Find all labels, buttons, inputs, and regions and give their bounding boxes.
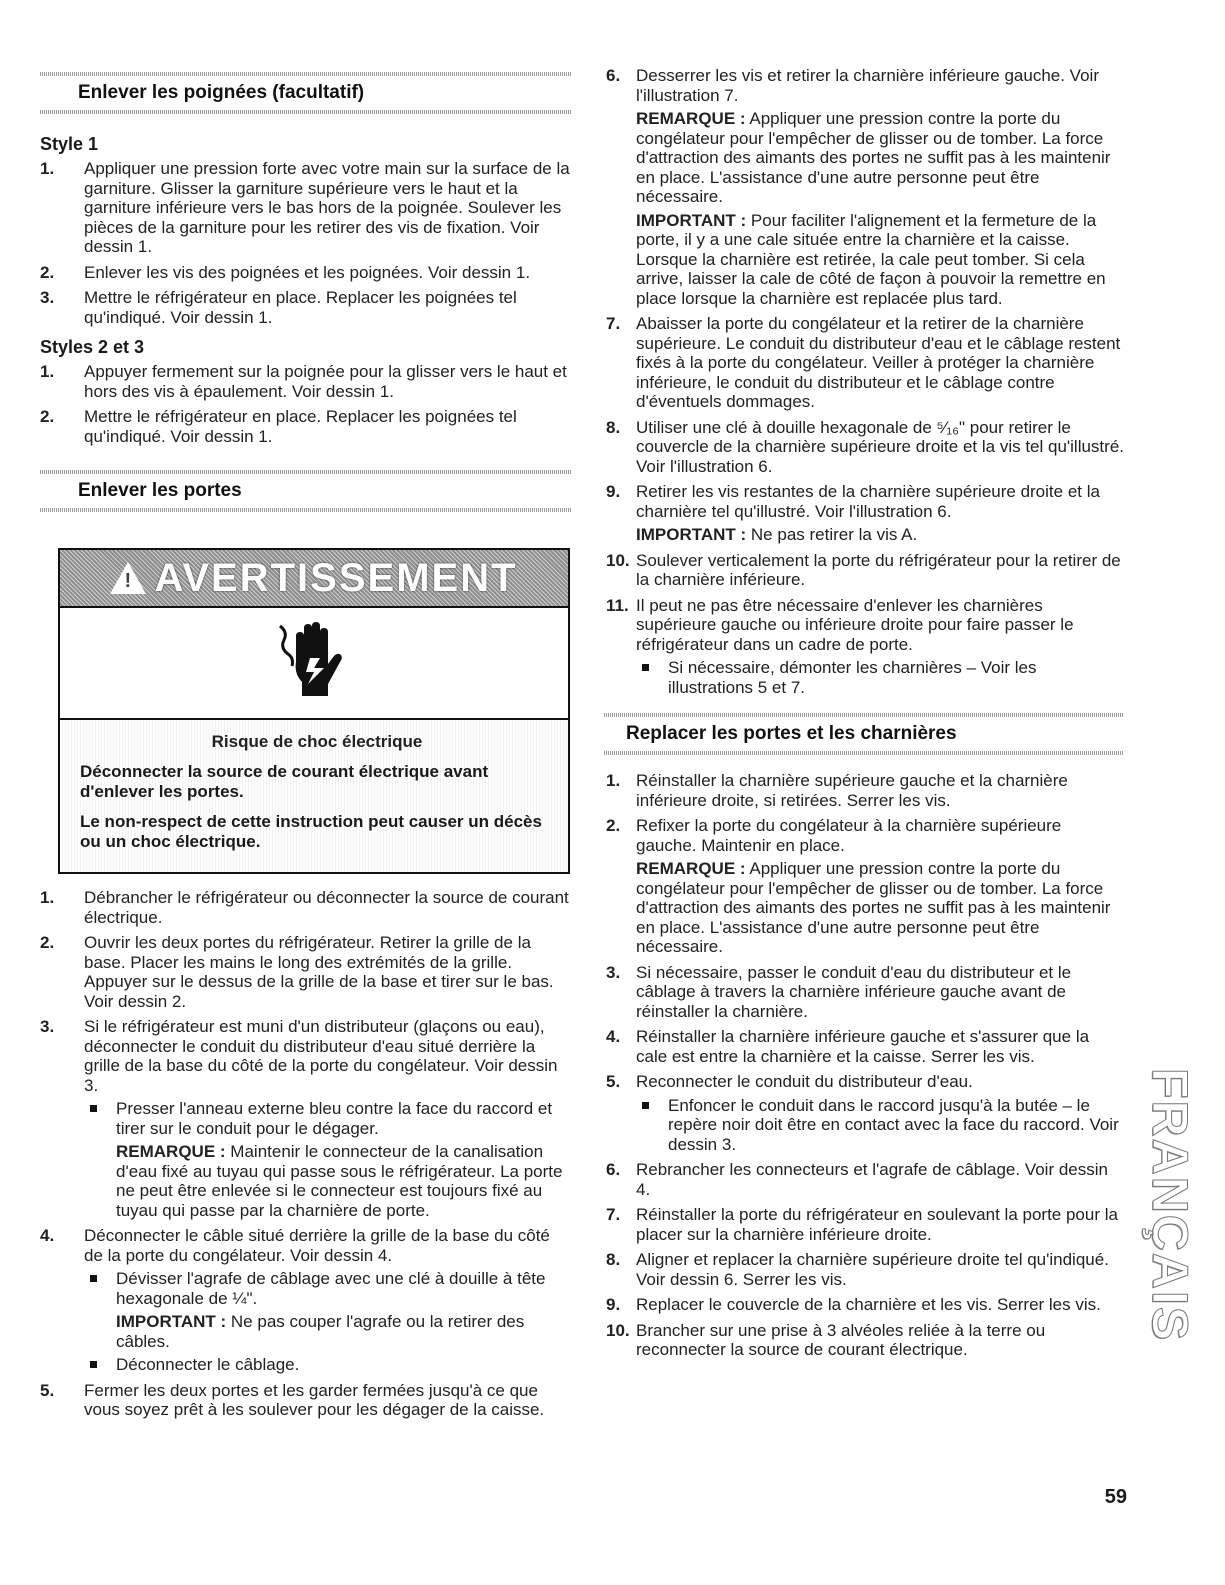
note-label: REMARQUE : (636, 109, 746, 128)
list-item (604, 1027, 1124, 1066)
step-text: Fermer les deux portes et les garder fermées jusqu'à ce que vous soyez prêt à les soulever pour les dégager de la caisse. (84, 1380, 545, 1419)
left-column (40, 62, 572, 1426)
list-item (40, 263, 572, 283)
note-text: Maintenir le connecteur de la canalisation d'eau fixé au tuyau qui passe sous le réfrigérateur. La porte ne peut être enlevée si le connecteur est toujours fixé au tuyau qui passe par la charnière de porte. (116, 1142, 563, 1220)
doors-steps-continued (604, 66, 1124, 697)
list-item (604, 418, 1124, 477)
doors-steps (40, 888, 572, 1420)
note-text: Appliquer une pression contre la porte du congélateur pour l'empêcher de glisser ou de tomber. La force d'attraction des aimants des portes ne suffit pas à les maintenir en place. L'assistance d'une autre personne peut être nécessaire. (636, 109, 1111, 206)
step-text: Appliquer une pression forte avec votre main sur la surface de la garniture. Glisser la garniture supérieure vers le haut et la garniture inférieure vers le bas hors de la poignée. Soulever les pièces de la garniture pour les retirer des vis de fixation. Voir dessin 1. (84, 159, 570, 256)
step-text: Si le réfrigérateur est muni d'un distributeur (glaçons ou eau), déconnecter le conduit du distributeur d'eau situé derrière la grille de la base du côté de la porte du congélateur. Voir dessin 3. (84, 1017, 558, 1095)
important-text: Ne pas couper l'agrafe ou la retirer des câbles. (116, 1312, 525, 1351)
step-text: Rebrancher les connecteurs et l'agrafe de câblage. Voir dessin 4. (636, 1160, 1108, 1199)
step-text: Utiliser une clé à douille hexagonale de ⁵⁄₁₆" pour retirer le couvercle de la charnière supérieure droite et la vis tel qu'illustré. Voir l'illustration 6. (636, 417, 1124, 476)
replace-section-title: Replacer les portes et les charnières (626, 723, 957, 744)
warning-banner (60, 550, 568, 608)
step-number: 10. (606, 550, 630, 570)
step-text: Soulever verticalement la porte du réfrigérateur pour la retirer de la charnière inférieure. (636, 550, 1121, 589)
step-number: 9. (606, 1295, 621, 1314)
doors-section-title: Enlever les portes (78, 480, 242, 501)
bullet-list (84, 1099, 572, 1220)
list-item (604, 1321, 1124, 1360)
step-number: 2. (40, 933, 55, 952)
step-number: 8. (606, 1250, 621, 1269)
step-text: Reconnecter le conduit du distributeur d'eau. (636, 1072, 973, 1091)
step-number: 7. (606, 1205, 621, 1224)
step-number: 2. (40, 262, 55, 282)
bullet-list (84, 1269, 572, 1375)
important-text: Pour faciliter l'alignement et la fermeture de la porte, il y a une cale située entre la charnière et la caisse. Lorsque la charnière est retirée, la cale peut tomber. Si cela arrive, laisser la cale de côté de façon à pouvoir la remettre en place lorsque la charnière est replacée plus tard. (636, 210, 1106, 308)
bullet-item (84, 1099, 572, 1220)
right-column (604, 66, 1124, 1366)
step-number: 6. (606, 66, 621, 85)
warning-risk: Risque de choc électrique (211, 732, 423, 751)
list-item (604, 963, 1124, 1022)
handles-section-title: Enlever les poignées (facultatif) (78, 82, 365, 103)
list-item (604, 66, 1124, 308)
replace-steps (604, 771, 1124, 1360)
step-text: Il peut ne pas être nécessaire d'enlever les charnières supérieure gauche ou inférieure droite pour faire passer le réfrigérateur dans un cadre de porte. (636, 595, 1074, 654)
step-number: 3. (606, 962, 621, 982)
step-text: Retirer les vis restantes de la charnière supérieure droite et la charnière tel qu'illustré. Voir l'illustration 6. (636, 482, 1100, 521)
list-item (604, 1072, 1124, 1154)
bullet-item (84, 1355, 572, 1375)
step-text: Abaisser la porte du congélateur et la retirer de la charnière supérieure. Le conduit du distributeur d'eau et le câblage restent fixés à la porte du congélateur. Veiller à protéger la charnière inférieure, le conduit du distributeur et le câblage contre d'éventuels dommages. (636, 314, 1121, 411)
bullet-item (84, 1269, 572, 1351)
step-number: 11. (606, 595, 629, 615)
warning-text (60, 720, 568, 872)
step-number: 5. (606, 1072, 621, 1091)
list-item (604, 816, 1124, 957)
step-text: Appuyer fermement sur la poignée pour la glisser vers le haut et hors des vis à épaulement. Voir dessin 1. (84, 362, 567, 401)
step-number: 4. (606, 1027, 621, 1046)
step-number: 1. (40, 362, 55, 381)
important (636, 525, 1124, 545)
bullet-list (636, 1096, 1124, 1155)
step-number: 2. (40, 407, 55, 426)
list-item (604, 771, 1124, 810)
step-text: Aligner et replacer la charnière supérieure droite tel qu'indiqué. Voir dessin 6. Serrer les vis. (636, 1250, 1109, 1289)
important-label: IMPORTANT : (636, 210, 747, 230)
list-item (40, 288, 572, 327)
list-item (40, 933, 572, 1011)
step-text: Refixer la porte du congélateur à la charnière supérieure gauche. Maintenir en place. (636, 816, 1062, 855)
list-item (604, 1205, 1124, 1244)
list-item (40, 1017, 572, 1220)
step-number: 4. (40, 1226, 55, 1245)
list-item (604, 596, 1124, 698)
styles23-steps (40, 362, 572, 446)
replace-section-header (604, 703, 1124, 765)
note-label: REMARQUE : (116, 1142, 226, 1161)
note-label: REMARQUE : (636, 859, 746, 878)
note (636, 109, 1124, 207)
step-text: Brancher sur une prise à 3 alvéoles reliée à la terre ou reconnecter la source de courant électrique. (636, 1320, 1046, 1359)
doors-section-header (40, 460, 572, 522)
bullet-list (636, 658, 1124, 697)
step-text: Réinstaller la charnière supérieure gauche et la charnière inférieure droite, si retirées. Serrer les vis. (636, 771, 1068, 810)
step-number: 1. (606, 771, 621, 790)
step-text: Enlever les vis des poignées et les poignées. Voir dessin 1. (84, 262, 531, 282)
step-number: 1. (40, 159, 55, 178)
style1-heading: Style 1 (40, 134, 99, 154)
bullet-text: Presser l'anneau externe bleu contre la face du raccord et tirer sur le conduit pour le dégager. (116, 1099, 553, 1138)
bullet-item (636, 1096, 1124, 1155)
bullet-text: Enfoncer le conduit dans le raccord jusqu'à la butée – le repère noir doit être en contact avec la face du raccord. Voir dessin 3. (668, 1095, 1119, 1154)
note (636, 859, 1124, 957)
list-item (40, 407, 572, 446)
list-item (40, 1381, 572, 1420)
warning-paragraph: Le non-respect de cette instruction peut causer un décès ou un choc électrique. (80, 812, 542, 851)
bullet-text: Si nécessaire, démonter les charnières – Voir les illustrations 5 et 7. (668, 658, 1037, 697)
warning-box (58, 548, 570, 874)
important-text: Ne pas retirer la vis A. (750, 525, 918, 544)
step-text: Ouvrir les deux portes du réfrigérateur. Retirer la grille de la base. Placer les mains le long des extrémités de la grille. Appuyer sur le dessus de la grille de la base et tirer sur le bas. Voir dessin 2. (84, 933, 554, 1011)
list-item (604, 482, 1124, 545)
step-number: 1. (40, 888, 55, 907)
list-item (604, 551, 1124, 590)
step-text: Déconnecter le câble situé derrière la grille de la base du côté de la porte du congélateur. Voir dessin 4. (84, 1226, 550, 1265)
warning-triangle-icon: ! (110, 562, 146, 594)
step-number: 5. (40, 1380, 55, 1400)
list-item (40, 159, 572, 257)
important (636, 211, 1124, 309)
language-side-tab (1142, 1067, 1199, 1343)
list-item (40, 362, 572, 401)
step-number: 3. (40, 1017, 55, 1036)
step-text: Mettre le réfrigérateur en place. Replacer les poignées tel qu'indiqué. Voir dessin 1. (84, 288, 517, 327)
step-text: Mettre le réfrigérateur en place. Replacer les poignées tel qu'indiqué. Voir dessin 1. (84, 407, 517, 446)
step-text: Débrancher le réfrigérateur ou déconnecter la source de courant électrique. (84, 888, 569, 927)
list-item (604, 1250, 1124, 1289)
note (116, 1142, 572, 1220)
step-text: Si nécessaire, passer le conduit d'eau du distributeur et le câblage à travers la charnière inférieure gauche avant de réinstaller la charnière. (636, 962, 1072, 1021)
list-item (40, 888, 572, 927)
important-label: IMPORTANT : (116, 1312, 227, 1331)
language-label: FRANÇAIS (1142, 1067, 1199, 1343)
electric-shock-hand-icon (60, 608, 568, 720)
step-number: 10. (606, 1320, 630, 1340)
divider (604, 751, 1124, 755)
step-number: 3. (40, 288, 55, 307)
bullet-text: Dévisser l'agrafe de câblage avec une clé à douille à tête hexagonale de ¼". (116, 1269, 546, 1308)
step-text: Desserrer les vis et retirer la charnière inférieure gauche. Voir l'illustration 7. (636, 66, 1099, 105)
important (116, 1312, 572, 1351)
step-number: 6. (606, 1160, 621, 1179)
list-item (604, 1160, 1124, 1199)
step-text: Replacer le couvercle de la charnière et les vis. Serrer les vis. (636, 1295, 1101, 1314)
warning-paragraph: Déconnecter la source de courant électrique avant d'enlever les portes. (80, 762, 489, 801)
warning-banner-text: AVERTISSEMENT (154, 555, 518, 600)
step-number: 8. (606, 417, 621, 437)
step-text: Réinstaller la charnière inférieure gauche et s'assurer que la cale est entre la charnière et la caisse. Serrer les vis. (636, 1027, 1090, 1066)
style1-steps (40, 159, 572, 327)
list-item (40, 1226, 572, 1375)
step-text: Réinstaller la porte du réfrigérateur en soulevant la porte pour la placer sur la charnière inférieure droite. (636, 1205, 1118, 1244)
styles23-heading: Styles 2 et 3 (40, 337, 145, 357)
list-item (604, 1295, 1124, 1315)
note-text: Appliquer une pression contre la porte du congélateur pour l'empêcher de glisser ou de tomber. La force d'attraction des aimants des portes ne suffit pas à les maintenir en place. L'assistance d'une autre personne peut être nécessaire. (636, 859, 1111, 956)
step-number: 2. (606, 816, 621, 835)
handles-section-header (40, 62, 572, 124)
divider (40, 110, 572, 114)
page-number: 59 (1104, 1486, 1127, 1508)
bullet-text: Déconnecter le câblage. (116, 1355, 300, 1374)
divider (40, 508, 572, 512)
important-label: IMPORTANT : (636, 525, 747, 544)
bullet-item (636, 658, 1124, 697)
list-item (604, 314, 1124, 412)
step-number: 7. (606, 314, 621, 333)
step-number: 9. (606, 482, 621, 501)
